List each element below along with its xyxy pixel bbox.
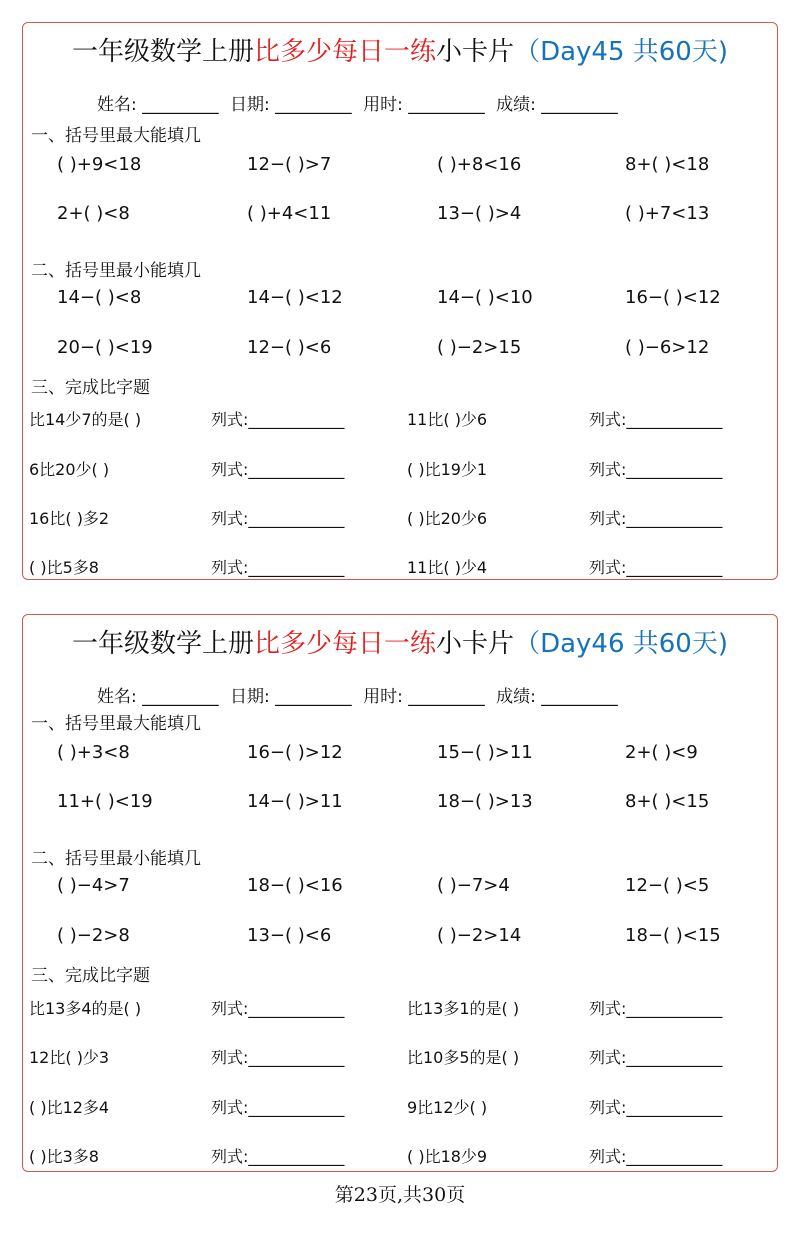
problem[interactable]: 13−( )<6: [247, 925, 332, 946]
formula-blank[interactable]: 列式:____________: [589, 410, 723, 429]
formula-blank[interactable]: 列式:____________: [211, 558, 345, 577]
card-title: [23, 623, 777, 660]
word-problem[interactable]: 11比( )少4: [407, 558, 488, 577]
word-problem[interactable]: ( )比19少1: [407, 460, 488, 479]
section3-heading: 三、完成比字题: [31, 378, 150, 398]
formula-blank[interactable]: 列式:____________: [589, 1147, 723, 1166]
word-problem[interactable]: ( )比18少9: [407, 1147, 488, 1166]
problem[interactable]: 2+( )<9: [625, 742, 698, 763]
problem[interactable]: ( )−2>15: [437, 337, 522, 358]
title-prefix: 一年级数学上册: [72, 629, 255, 659]
formula-blank[interactable]: 列式:____________: [211, 1147, 345, 1166]
practice-card-day46: [22, 614, 778, 1172]
formula-blank[interactable]: 列式:____________: [589, 509, 723, 528]
section3-heading: 三、完成比字题: [31, 966, 150, 986]
problem[interactable]: 2+( )<8: [57, 203, 130, 224]
title-prefix: 一年级数学上册: [72, 37, 255, 67]
title-middle: 小卡片: [436, 37, 515, 67]
word-problem[interactable]: 比13多1的是( ): [407, 999, 520, 1018]
word-problem[interactable]: ( )比12多4: [29, 1098, 110, 1117]
word-problem[interactable]: 12比( )少3: [29, 1048, 110, 1067]
problem[interactable]: ( )−6>12: [625, 337, 710, 358]
title-highlight: 比多少每日一练: [254, 37, 437, 67]
date-field[interactable]: 日期: _________: [230, 687, 352, 707]
section2-heading: 二、括号里最小能填几: [31, 849, 201, 869]
problem[interactable]: 8+( )<15: [625, 791, 710, 812]
name-field[interactable]: 姓名: _________: [97, 687, 219, 707]
problem[interactable]: ( )+9<18: [57, 154, 142, 175]
section2-heading: 二、括号里最小能填几: [31, 261, 201, 281]
problem[interactable]: 14−( )>11: [247, 791, 343, 812]
problem[interactable]: ( )+3<8: [57, 742, 130, 763]
formula-blank[interactable]: 列式:____________: [211, 1048, 345, 1067]
problem[interactable]: ( )−7>4: [437, 875, 510, 896]
score-field[interactable]: 成绩: _________: [496, 95, 618, 115]
name-field[interactable]: 姓名: _________: [97, 95, 219, 115]
problem[interactable]: ( )−2>14: [437, 925, 522, 946]
problem[interactable]: ( )−2>8: [57, 925, 130, 946]
word-problem[interactable]: ( )比20少6: [407, 509, 488, 528]
problem[interactable]: 18−( )<16: [247, 875, 343, 896]
section1-heading: 一、括号里最大能填几: [31, 126, 201, 146]
title-day: （Day46 共60天): [514, 629, 728, 659]
problem[interactable]: 14−( )<12: [247, 287, 343, 308]
word-problem[interactable]: 11比( )少6: [407, 410, 488, 429]
problem[interactable]: 14−( )<10: [437, 287, 533, 308]
formula-blank[interactable]: 列式:____________: [211, 999, 345, 1018]
word-problem[interactable]: 16比( )多2: [29, 509, 110, 528]
word-problem[interactable]: 比10多5的是( ): [407, 1048, 520, 1067]
page-number: 第23页,共30页: [334, 1184, 466, 1206]
problem[interactable]: 13−( )>4: [437, 203, 522, 224]
card-title: [23, 31, 777, 68]
formula-blank[interactable]: 列式:____________: [211, 1098, 345, 1117]
title-middle: 小卡片: [436, 629, 515, 659]
word-problem[interactable]: 6比20少( ): [29, 460, 110, 479]
problem[interactable]: 11+( )<19: [57, 791, 153, 812]
formula-blank[interactable]: 列式:____________: [211, 460, 345, 479]
formula-blank[interactable]: 列式:____________: [211, 410, 345, 429]
title-highlight: 比多少每日一练: [254, 629, 437, 659]
formula-blank[interactable]: 列式:____________: [589, 460, 723, 479]
formula-blank[interactable]: 列式:____________: [589, 1098, 723, 1117]
word-problem[interactable]: 比13多4的是( ): [29, 999, 142, 1018]
info-line: [97, 90, 624, 115]
problem[interactable]: 12−( )<6: [247, 337, 332, 358]
problem[interactable]: 16−( )>12: [247, 742, 343, 763]
date-field[interactable]: 日期: _________: [230, 95, 352, 115]
practice-card-day45: [22, 22, 778, 580]
problem[interactable]: ( )+8<16: [437, 154, 522, 175]
problem[interactable]: 12−( )<5: [625, 875, 710, 896]
problem[interactable]: 8+( )<18: [625, 154, 710, 175]
time-field[interactable]: 用时: _________: [363, 687, 485, 707]
problem[interactable]: ( )−4>7: [57, 875, 130, 896]
problem[interactable]: 20−( )<19: [57, 337, 153, 358]
formula-blank[interactable]: 列式:____________: [211, 509, 345, 528]
problem[interactable]: 16−( )<12: [625, 287, 721, 308]
problem[interactable]: 18−( )>13: [437, 791, 533, 812]
word-problem[interactable]: ( )比3多8: [29, 1147, 99, 1166]
word-problem[interactable]: 9比12少( ): [407, 1098, 488, 1117]
word-problem[interactable]: 比14少7的是( ): [29, 410, 142, 429]
problem[interactable]: ( )+7<13: [625, 203, 710, 224]
problem[interactable]: 15−( )>11: [437, 742, 533, 763]
info-line: [97, 682, 624, 707]
title-day: （Day45 共60天): [514, 37, 728, 67]
score-field[interactable]: 成绩: _________: [496, 687, 618, 707]
problem[interactable]: 12−( )>7: [247, 154, 332, 175]
formula-blank[interactable]: 列式:____________: [589, 1048, 723, 1067]
problem[interactable]: ( )+4<11: [247, 203, 332, 224]
formula-blank[interactable]: 列式:____________: [589, 999, 723, 1018]
problem[interactable]: 14−( )<8: [57, 287, 142, 308]
section1-heading: 一、括号里最大能填几: [31, 714, 201, 734]
formula-blank[interactable]: 列式:____________: [589, 558, 723, 577]
problem[interactable]: 18−( )<15: [625, 925, 721, 946]
word-problem[interactable]: ( )比5多8: [29, 558, 99, 577]
time-field[interactable]: 用时: _________: [363, 95, 485, 115]
